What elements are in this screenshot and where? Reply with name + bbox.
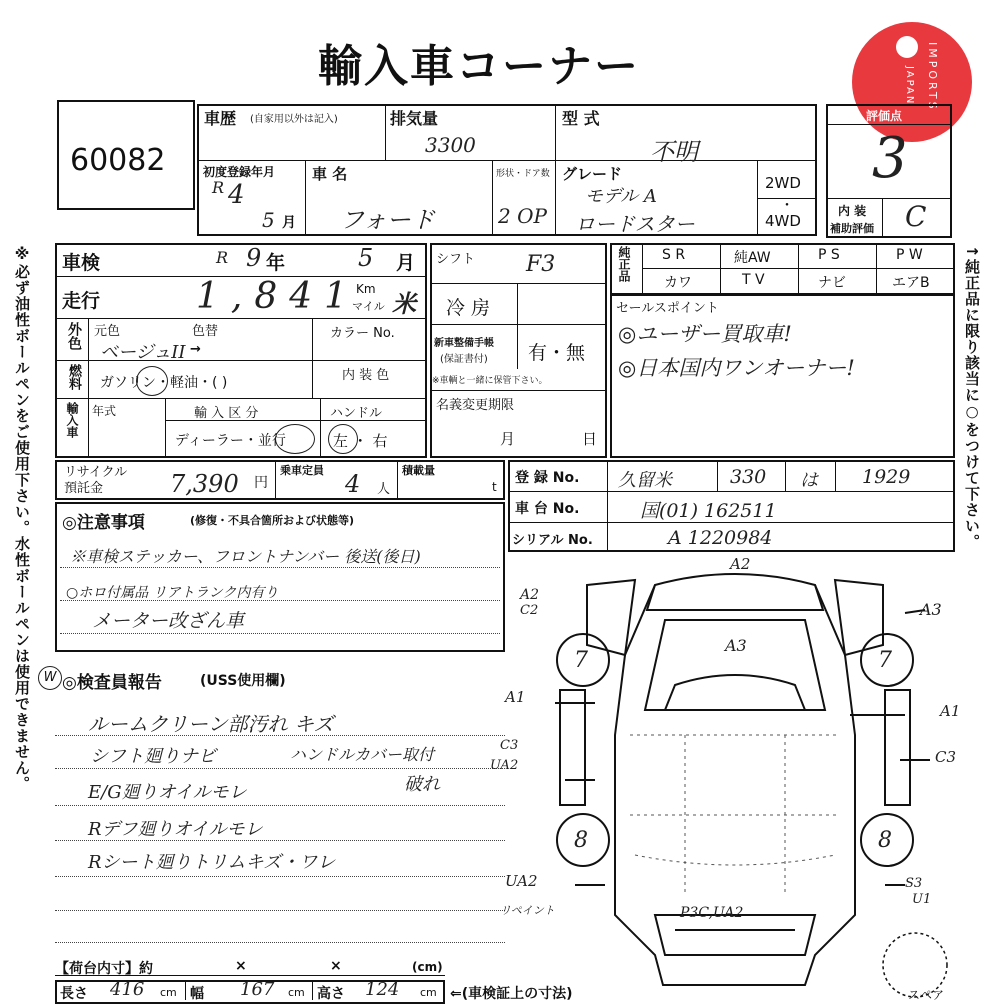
grade-box-label: 評価点 [866, 109, 903, 123]
equip-pw: P W [896, 247, 923, 263]
load-label: 積載量 [402, 464, 435, 477]
displacement-label: 排気量 [390, 109, 439, 128]
notes-line-3: メーター改ざん車 [92, 610, 245, 632]
manual-label-2: (保証書付) [440, 354, 488, 365]
side-note-left: ※必ず油性ボールペンをご使用下さい。水性ボールペンは使用できません。 [13, 245, 31, 792]
height-unit: cm [420, 986, 437, 999]
shape-value: 2 OP [498, 204, 547, 228]
dimensions-note: ⇐(車検証上の寸法) [450, 986, 573, 1002]
lot-number: 60082 [70, 143, 166, 178]
drive-2wd: 2WD [765, 174, 801, 192]
diag-mark-repaint: リペイント [500, 904, 555, 917]
equip-navi: ナビ [818, 275, 846, 291]
exterior-change-label: 色替 [192, 324, 219, 339]
manual-label-1: 新車整備手帳 [434, 338, 494, 349]
mileage-value: 1,841 [196, 276, 360, 317]
first-reg-era: R [212, 178, 225, 197]
history-label: 車歴 [204, 109, 237, 128]
inspector-line-2b: ハンドルカバー取付 [290, 745, 435, 764]
inspector-line-2: シフト廻りナビ [90, 746, 216, 767]
tire-rear-right: 8 [878, 828, 892, 853]
shape-label: 形状・ドア数 [496, 169, 550, 179]
handle-value: 左 ・ 右 [333, 432, 388, 450]
model-type-label: 型 式 [562, 109, 600, 128]
shift-label: シフト [436, 252, 476, 267]
model-type-value: 不明 [650, 138, 698, 166]
drive-sep: ・ [780, 198, 794, 214]
interior-grade-value: C [905, 200, 927, 233]
width-value: 167 [240, 979, 275, 1000]
diag-mark-a3-center: A3 [725, 636, 747, 655]
registration-kana: は [800, 470, 818, 491]
notes-note: (修復・不具合箇所および状態等) [190, 514, 355, 527]
grade-value-1: モデル A [585, 186, 657, 207]
cargo-label: 【荷台内寸】約 [55, 961, 153, 977]
tire-front-right: 7 [878, 648, 892, 673]
equip-tv: T V [742, 272, 765, 288]
inspection-year: 9 [246, 244, 262, 272]
tire-rear-left: 8 [574, 828, 588, 853]
width-label: 幅 [190, 986, 204, 1002]
shift-value: F3 [526, 252, 556, 277]
mileage-label: 走行 [62, 290, 101, 312]
length-value: 416 [110, 979, 145, 1000]
name-change-label: 名義変更期限 [436, 398, 515, 413]
mileage-mark: 米 [392, 289, 416, 318]
inspection-month-unit: 月 [396, 252, 416, 274]
tire-front-left: 7 [574, 648, 588, 673]
first-reg-year: 4 [228, 180, 245, 210]
import-selected-circle [275, 424, 315, 454]
logo-text-imports: IMPORTS [926, 42, 939, 112]
fuel-value: ガソリン・軽油・( ) [100, 375, 228, 391]
recycle-label-1: リサイクル [64, 465, 128, 480]
capacity-label: 乗車定員 [280, 464, 324, 477]
registration-area: 久留米 [618, 470, 672, 491]
length-label: 長さ [60, 986, 88, 1002]
inspection-month: 5 [358, 244, 374, 272]
diag-mark-c3-left: C3 [500, 738, 519, 753]
inspection-year-unit: 年 [266, 252, 286, 274]
color-no-label: カラー No. [330, 326, 395, 341]
diag-mark-c3-right: C3 [935, 748, 957, 766]
cargo-x2: × [330, 958, 342, 974]
registration-number: 1929 [862, 466, 911, 488]
equip-sr: S R [662, 247, 686, 263]
import-category-label: 輸 入 区 分 [194, 406, 259, 421]
serial-label: シリアル No. [512, 533, 593, 548]
diag-mark-s3: S3 [905, 876, 923, 891]
equip-leather: カワ [664, 275, 692, 291]
height-label: 高さ [317, 986, 345, 1002]
diag-mark-p3c: P3C,UA2 [680, 905, 744, 921]
inspector-line-3: E/G廻りオイルモレ [88, 782, 247, 803]
inspection-label: 車検 [62, 252, 101, 274]
inspector-note: (USS使用欄) [200, 673, 286, 689]
inspector-label: ◎検査員報告 [62, 673, 162, 693]
width-unit: cm [288, 986, 305, 999]
diag-mark-a1-right: A1 [940, 702, 961, 720]
capacity-value: 4 [345, 470, 361, 498]
first-reg-label: 初度登録年月 [203, 165, 276, 179]
import-category-value: ディーラー・並行 [175, 433, 286, 449]
car-name-label: 車 名 [312, 165, 348, 183]
sales-point-label: セールスポイント [616, 301, 719, 316]
registration-label: 登 録 No. [515, 470, 580, 486]
recycle-value: 7,390 [170, 470, 239, 498]
sales-point-line-1: ◎ユーザー買取車! [618, 322, 792, 346]
diag-mark-a2-left: A2 [520, 587, 540, 603]
length-unit: cm [160, 986, 177, 999]
chassis-value: 国(01) 162511 [640, 500, 777, 522]
manual-value: 有・無 [528, 342, 586, 364]
serial-value: A 1220984 [668, 527, 773, 549]
diag-mark-u1: U1 [912, 892, 932, 907]
exterior-value: ベージュII [100, 342, 186, 363]
recycle-unit: 円 [254, 475, 268, 491]
chassis-label: 車 台 No. [515, 501, 580, 517]
logo-text-japan: JAPAN [904, 66, 915, 106]
side-note-right: ↑純正品に限り該当に○をつけて下さい。 [963, 245, 981, 550]
first-reg-month-unit: 月 [282, 215, 296, 231]
grade-label: グレード [562, 165, 623, 183]
drive-4wd: 4WD [765, 212, 801, 230]
grade-box-value: 3 [872, 126, 908, 191]
car-name-value: フォード [340, 206, 435, 234]
mileage-unit-mile: マイル [352, 300, 385, 313]
name-change-day: 日 [582, 430, 598, 448]
import-label: 輸入車 [65, 402, 79, 438]
fuel-selected-circle [136, 366, 168, 396]
diag-mark-a1-left: A1 [505, 688, 526, 706]
grade-value-2: ロードスター [575, 212, 695, 236]
notes-line-2: ○ホロ付属品 リアトランク内有り [66, 585, 279, 601]
sales-point-line-2: ◎日本国内ワンオーナー! [618, 356, 855, 380]
height-value: 124 [365, 979, 400, 1000]
inspector-line-4: Rデフ廻りオイルモレ [88, 819, 263, 840]
diag-mark-c2-left: C2 [520, 603, 539, 618]
car-diagram [505, 555, 965, 1000]
diag-mark-ua2-rear: UA2 [505, 872, 538, 890]
inspector-line-5: Rシート廻りトリムキズ・ワレ [88, 852, 336, 873]
cargo-unit: (cm) [412, 960, 443, 974]
registration-class: 330 [730, 466, 767, 488]
ac-label: 冷 房 [446, 297, 491, 319]
equip-ps: P S [818, 247, 840, 263]
exterior-label: 外色 [66, 322, 82, 350]
page-title: 輸入車コーナー [318, 41, 640, 92]
diag-mark-a2-top: A2 [730, 555, 751, 573]
diag-mark-ua2-left: UA2 [490, 758, 519, 773]
interior-grade-label-2: 補助評価 [830, 222, 874, 235]
manual-note: ※車輌と一緒に保管下さい。 [432, 376, 548, 386]
load-unit: t [492, 480, 497, 494]
exterior-orig-label: 元色 [94, 324, 121, 339]
logo-dot [896, 36, 918, 58]
displacement-value: 3300 [425, 133, 476, 157]
name-change-month: 月 [500, 430, 516, 448]
interior-grade-label-1: 内 装 [838, 204, 867, 218]
first-reg-month: 5 [262, 208, 275, 232]
handle-selected-circle [328, 424, 358, 454]
notes-label: ◎注意事項 [62, 513, 145, 533]
handle-label: ハンドル [330, 406, 383, 421]
history-note: (自家用以外は記入) [250, 114, 338, 125]
diag-mark-a3-right: A3 [920, 600, 942, 619]
import-year-label: 年式 [92, 404, 117, 418]
inspector-mark: W [38, 666, 62, 690]
interior-color-label: 内 装 色 [342, 368, 390, 383]
recycle-label-2: 預託金 [64, 481, 104, 496]
exterior-arrow: → [190, 342, 201, 357]
inspector-line-2c: 破れ [404, 774, 440, 795]
cargo-x1: × [235, 958, 247, 974]
inspection-era: R [216, 248, 229, 267]
inspector-line-1: ルームクリーン部汚れ キズ [88, 712, 334, 736]
fuel-label: 燃料 [66, 364, 81, 390]
notes-line-1: ※車検ステッカー、フロントナンバー 後送(後日) [70, 547, 421, 566]
equip-aw: 純AW [734, 250, 771, 266]
spare-label: スペア [908, 988, 945, 1002]
equipment-side-label: 純正品 [617, 246, 631, 282]
mileage-unit-km: Km [356, 282, 376, 296]
equip-airbag: エアB [892, 275, 930, 291]
capacity-unit: 人 [377, 482, 391, 497]
